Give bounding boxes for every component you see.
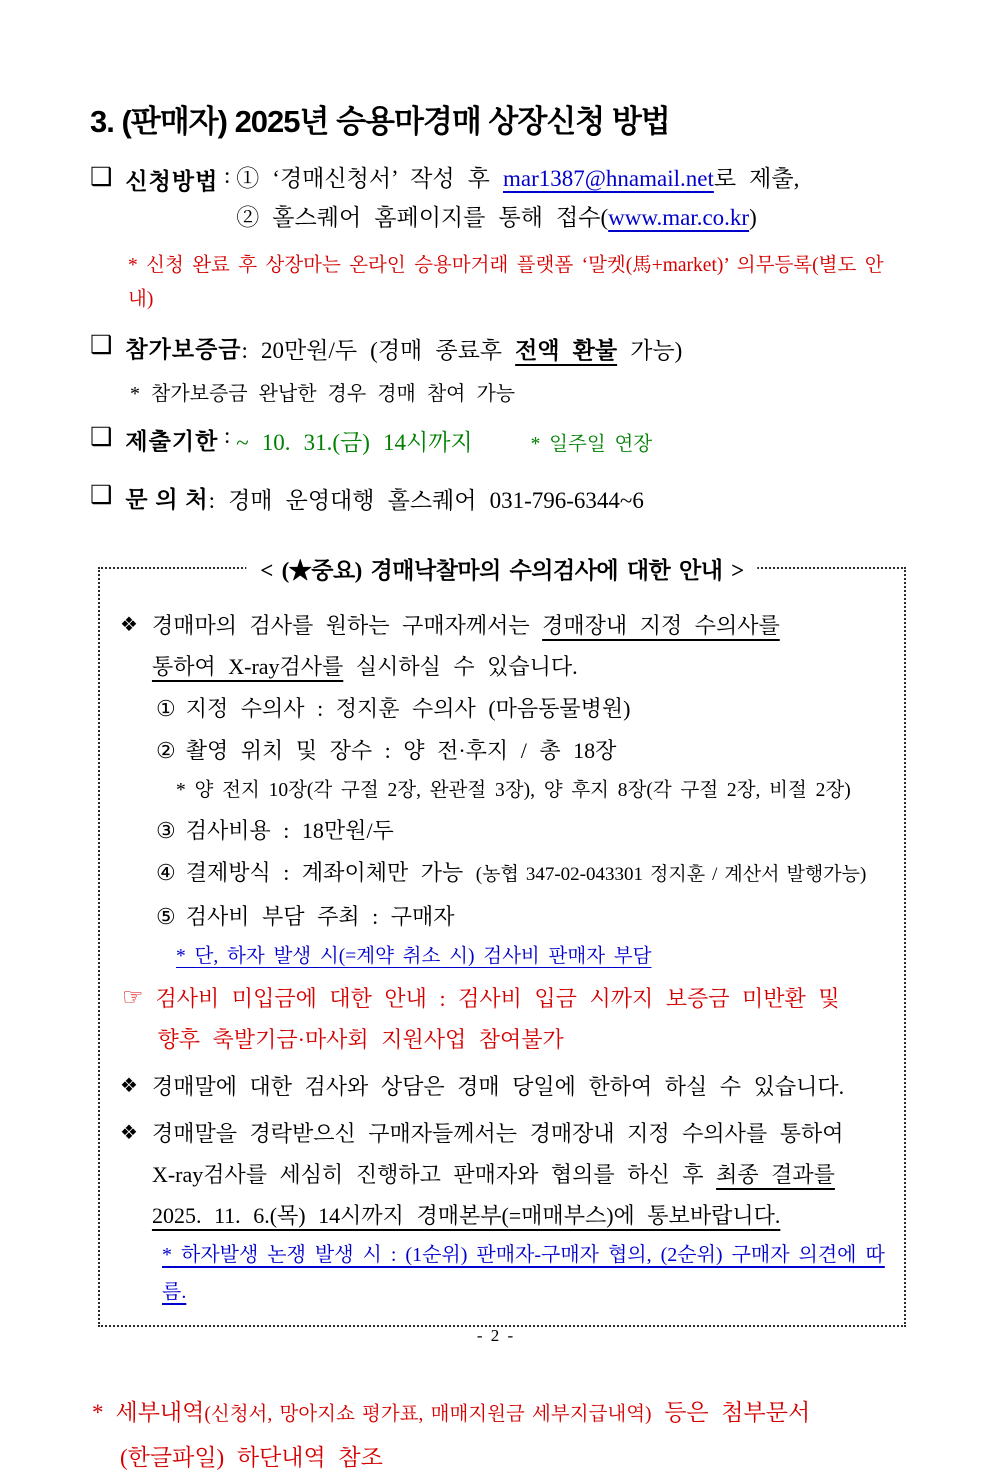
apply-method-line2 bbox=[236, 195, 799, 241]
deadline-label: 제출기한 bbox=[125, 429, 219, 454]
section-deposit bbox=[90, 331, 904, 371]
notice-item-2-note: * 양 전지 10장(각 구절 2장, 완관절 3장), 양 후지 8장(각 구절 2장, 비절 2장) bbox=[176, 780, 851, 801]
notice-p1-line1 bbox=[152, 605, 780, 646]
notice-p3-line2-pre: X-ray검사를 세심히 진행하고 판매자와 협의를 하신 후 bbox=[151, 1162, 717, 1187]
deposit-label: 참가보증금 bbox=[125, 337, 242, 362]
pointing-hand-icon: ☞ bbox=[122, 985, 144, 1011]
notice-item-5 bbox=[156, 897, 892, 937]
circled-2-icon: ② bbox=[156, 738, 176, 763]
website-link[interactable]: www.mar.co.kr bbox=[608, 205, 750, 230]
notice-p1-underline2: 통하여 X-ray검사를 bbox=[151, 654, 344, 679]
notice-item-1 bbox=[156, 689, 892, 729]
notice-p2-text: 경매말에 대한 검사와 상담은 경매 당일에 한하여 하실 수 있습니다. bbox=[151, 1074, 845, 1099]
dispute-resolution-note bbox=[162, 1237, 892, 1311]
notice-paragraph-1 bbox=[114, 605, 892, 687]
contact-label: 문 의 처 bbox=[125, 487, 209, 512]
notice-p1-line2 bbox=[152, 646, 780, 687]
notice-p3-deadline-underline: 2025. 11. 6.(목) 14시까지 경매본부(=매매부스)에 통보바랍니다. bbox=[151, 1203, 781, 1228]
section-apply-method bbox=[90, 163, 904, 241]
asterisk-marker: * bbox=[92, 1400, 104, 1425]
apply-method-body bbox=[236, 163, 799, 241]
unpaid-fee-line1: 검사비 미입금에 대한 안내 : 검사비 입금 시까지 보증금 미반환 및 bbox=[155, 986, 840, 1011]
unpaid-fee-warning bbox=[122, 978, 892, 1060]
footnote-detail-list: (신청서, 망아지쇼 평가표, 매매지원금 세부지급내역) bbox=[204, 1404, 652, 1425]
footnote-big1: 세부내역 bbox=[115, 1400, 205, 1425]
notice-item-1-text: 지정 수의사 : 정지훈 수의사 (마음동물병원) bbox=[185, 696, 631, 721]
apply-line2-pre: ② 홀스퀘어 홈페이지를 통해 접수( bbox=[236, 205, 609, 230]
deposit-post: 가능) bbox=[617, 338, 683, 363]
deposit-body bbox=[242, 331, 683, 371]
section-deadline bbox=[90, 423, 904, 465]
notice-item-3 bbox=[156, 811, 892, 851]
deposit-pre: : 20만원/두 (경매 종료후 bbox=[241, 338, 516, 363]
apply-line1-post: 로 제출, bbox=[713, 166, 800, 191]
attachment-footnote-line2: (한글파일) 하단내역 참조 bbox=[120, 1445, 383, 1470]
circled-3-icon: ③ bbox=[156, 818, 176, 843]
notice-item-2-text: 촬영 위치 및 장수 : 양 전·후지 / 총 18장 bbox=[185, 738, 617, 763]
dispute-resolution-note-text: * 하자발생 논쟁 발생 시 : (1순위) 판매자-구매자 협의, (2순위) 구매자 의견에 따름. bbox=[162, 1244, 885, 1303]
deadline-body bbox=[236, 423, 652, 465]
notice-p3-line2 bbox=[152, 1154, 844, 1195]
attachment-footnote bbox=[92, 1391, 904, 1479]
notice-p3-final-result-underline: 최종 결과를 bbox=[716, 1162, 835, 1187]
attachment-footnote-line1 bbox=[92, 1391, 904, 1436]
checkbox-bullet-icon: ❑ bbox=[90, 482, 113, 509]
notice-p1-text bbox=[152, 605, 780, 687]
notice-p3-text bbox=[152, 1113, 844, 1236]
notice-p1-post: 실시하실 수 있습니다. bbox=[343, 654, 578, 679]
apply-method-separator: : bbox=[218, 163, 237, 188]
apply-method-label: 신청방법 bbox=[125, 169, 219, 194]
unpaid-fee-warning-text bbox=[156, 978, 840, 1060]
deadline-date: ~ 10. 31.(금) 14시까지 bbox=[236, 430, 473, 455]
notice-item-2 bbox=[156, 731, 892, 771]
apply-registration-note: * 신청 완료 후 상장마는 온라인 승용마거래 플랫폼 ‘말켓(馬+market)’ 의무등록(별도 안내) bbox=[128, 255, 884, 310]
deadline-extension-note: * 일주일 연장 bbox=[530, 434, 653, 455]
circled-4-icon: ④ bbox=[156, 860, 176, 885]
diamond-bullet-icon: ❖ bbox=[120, 1075, 138, 1097]
notice-p3-line1: 경매말을 경락받으신 구매자들께서는 경매장내 지정 수의사를 통하여 bbox=[151, 1121, 844, 1146]
checkbox-bullet-icon: ❑ bbox=[90, 424, 113, 451]
vet-inspection-notice-box bbox=[98, 558, 906, 1327]
notice-item-5-text: 검사비 부담 주최 : 구매자 bbox=[185, 904, 455, 929]
circled-5-icon: ⑤ bbox=[156, 904, 176, 929]
notice-paragraph-3 bbox=[114, 1113, 892, 1236]
deposit-note: * 참가보증금 완납한 경우 경매 참여 가능 bbox=[130, 383, 516, 405]
unpaid-fee-line2: 향후 축발기금·마사회 지원사업 참여불가 bbox=[157, 1027, 564, 1052]
apply-line2-post: ) bbox=[749, 205, 757, 230]
notice-box-title: < (★중요) 경매낙찰마의 수의검사에 대한 안내 > bbox=[246, 552, 757, 585]
section-contact bbox=[90, 481, 904, 521]
notice-p1-pre: 경매마의 검사를 원하는 구매자께서는 bbox=[151, 613, 543, 638]
notice-item-3-text: 검사비용 : 18만원/두 bbox=[185, 818, 394, 843]
diamond-bullet-icon: ❖ bbox=[120, 1122, 138, 1144]
deposit-refund-emphasis: 전액 환불 bbox=[515, 338, 618, 363]
page-title: 3. (판매자) 2025년 승용마경매 상장신청 방법 bbox=[90, 104, 670, 139]
page-number: - 2 - bbox=[476, 1326, 516, 1345]
checkbox-bullet-icon: ❑ bbox=[90, 164, 113, 191]
notice-item-4-account-detail: (농협 347-02-043301 정지훈 / 계산서 발행가능) bbox=[475, 864, 867, 885]
diamond-bullet-icon: ❖ bbox=[120, 614, 138, 636]
defect-cost-note-text: * 단, 하자 발생 시(=계약 취소 시) 검사비 판매자 부담 bbox=[176, 946, 652, 967]
email-link[interactable]: mar1387@hnamail.net bbox=[502, 166, 714, 191]
checkbox-bullet-icon: ❑ bbox=[90, 332, 113, 359]
notice-item-4 bbox=[156, 853, 892, 895]
notice-p1-underline1: 경매장내 지정 수의사를 bbox=[542, 613, 780, 638]
defect-cost-note bbox=[176, 938, 892, 975]
circled-1-icon: ① bbox=[156, 696, 176, 721]
notice-p3-line3 bbox=[152, 1195, 844, 1236]
contact-body: : 경매 운영대행 홀스퀘어 031-796-6344~6 bbox=[208, 488, 644, 513]
footnote-big2: 등은 첨부문서 bbox=[651, 1400, 811, 1425]
deadline-separator: : bbox=[218, 423, 237, 448]
apply-line1-pre: ① ‘경매신청서’ 작성 후 bbox=[236, 166, 503, 191]
notice-paragraph-2 bbox=[114, 1066, 892, 1107]
notice-item-4-text: 결제방식 : 계좌이체만 가능 bbox=[185, 860, 476, 885]
